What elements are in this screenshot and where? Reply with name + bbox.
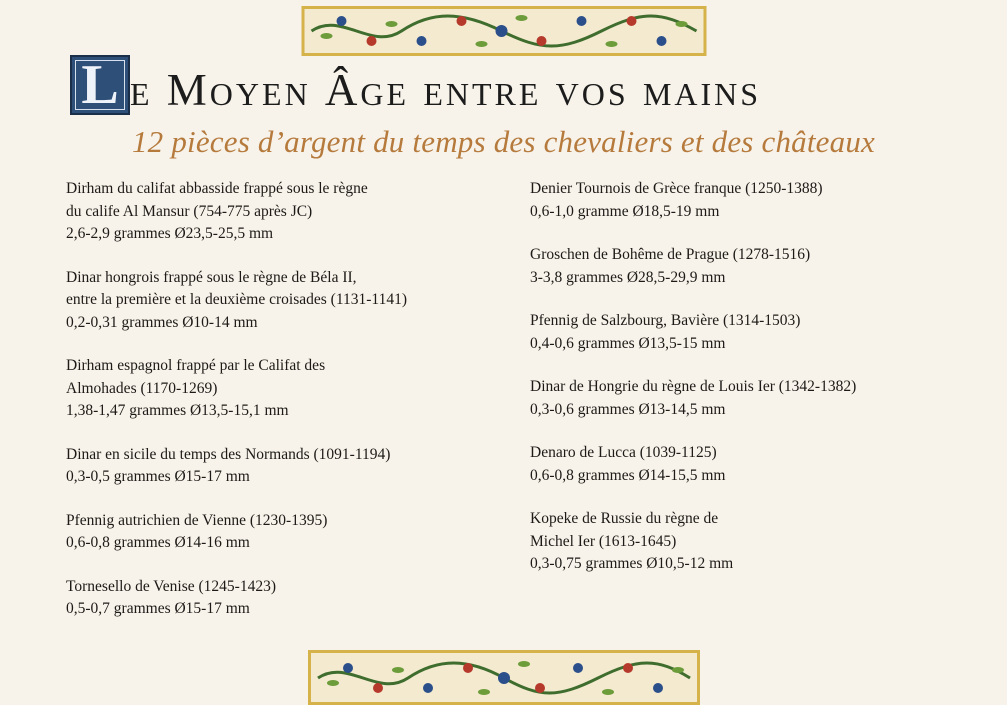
coin-entry [530, 310, 950, 355]
coin-weight: 0,4-0,6 grammes Ø13,5-15 mm [530, 334, 726, 352]
coin-line: Kopeke de Russie du règne de [530, 510, 719, 527]
coin-line: Tornesello de Venise (1245-1423) [66, 577, 276, 595]
coin-line: Dirham du califat abbasside frappé sous le règne [66, 180, 368, 197]
coin-line: Dinar de Hongrie du règne de Louis Ier (1342-1382) [530, 378, 857, 395]
coin-line: Dinar hongrois frappé sous le règne de Béla II, [66, 268, 357, 286]
coin-weight: 1,38-1,47 grammes Ø13,5-15,1 mm [66, 402, 289, 419]
coins-right-column [530, 178, 950, 597]
coin-weight: 0,5-0,7 grammes Ø15-17 mm [66, 600, 250, 617]
coin-line: Denier Tournois de Grèce franque (1250-1388) [530, 180, 823, 197]
coin-line: Groschen de Bohême de Prague (1278-1516) [530, 246, 811, 263]
coin-entry [530, 442, 950, 487]
coin-weight: 0,2-0,31 grammes Ø10-14 mm [66, 313, 258, 331]
coin-entry [66, 510, 486, 555]
coin-line: Pfennig autrichien de Vienne (1230-1395) [66, 511, 328, 529]
coin-entry [530, 376, 950, 421]
coin-weight: 0,6-1,0 gramme Ø18,5-19 mm [530, 202, 720, 220]
subtitle: 12 pièces d’argent du temps des chevaliers et des châteaux [131, 124, 876, 159]
coin-entry [66, 355, 486, 423]
coin-line: entre la première et la deuxième croisades (1131-1141) [66, 291, 407, 308]
coin-entry [66, 576, 486, 621]
coins-left-column [66, 178, 486, 642]
bottom-ornament-icon [308, 650, 700, 705]
coin-entry [66, 178, 486, 246]
coin-entry [530, 178, 950, 223]
coin-weight: 0,3-0,6 grammes Ø13-14,5 mm [530, 400, 726, 418]
coin-weight: 0,3-0,75 grammes Ø10,5-12 mm [530, 555, 734, 572]
coin-weight: 0,6-0,8 grammes Ø14-15,5 mm [530, 466, 726, 484]
coin-entry [66, 444, 486, 489]
top-ornament-icon [301, 6, 706, 56]
coin-line: Dirham espagnol frappé par le Califat des [66, 357, 326, 374]
coin-line: Almohades (1170-1269) [66, 379, 218, 397]
coin-entry [530, 244, 950, 289]
coin-line: Dinar en sicile du temps des Normands (1091-1194) [66, 445, 391, 463]
coin-entry [66, 267, 486, 335]
coin-weight: 3-3,8 grammes Ø28,5-29,9 mm [530, 268, 726, 286]
page-title [70, 55, 761, 115]
coin-line: Denaro de Lucca (1039-1125) [530, 444, 717, 461]
coin-weight: 2,6-2,9 grammes Ø23,5-25,5 mm [66, 225, 274, 242]
dropcap-letter: L [81, 54, 119, 116]
coin-weight: 0,3-0,5 grammes Ø15-17 mm [66, 468, 250, 485]
coin-weight: 0,6-0,8 grammes Ø14-16 mm [66, 534, 250, 551]
coin-entry [530, 508, 950, 576]
coin-line: Pfennig de Salzbourg, Bavière (1314-1503) [530, 312, 801, 329]
title-text: e Moyen Âge entre vos mains [130, 65, 762, 115]
coin-line: Michel Ier (1613-1645) [530, 532, 677, 550]
coin-line: du calife Al Mansur (754-775 après JC) [66, 202, 313, 220]
dropcap-initial [70, 55, 130, 115]
